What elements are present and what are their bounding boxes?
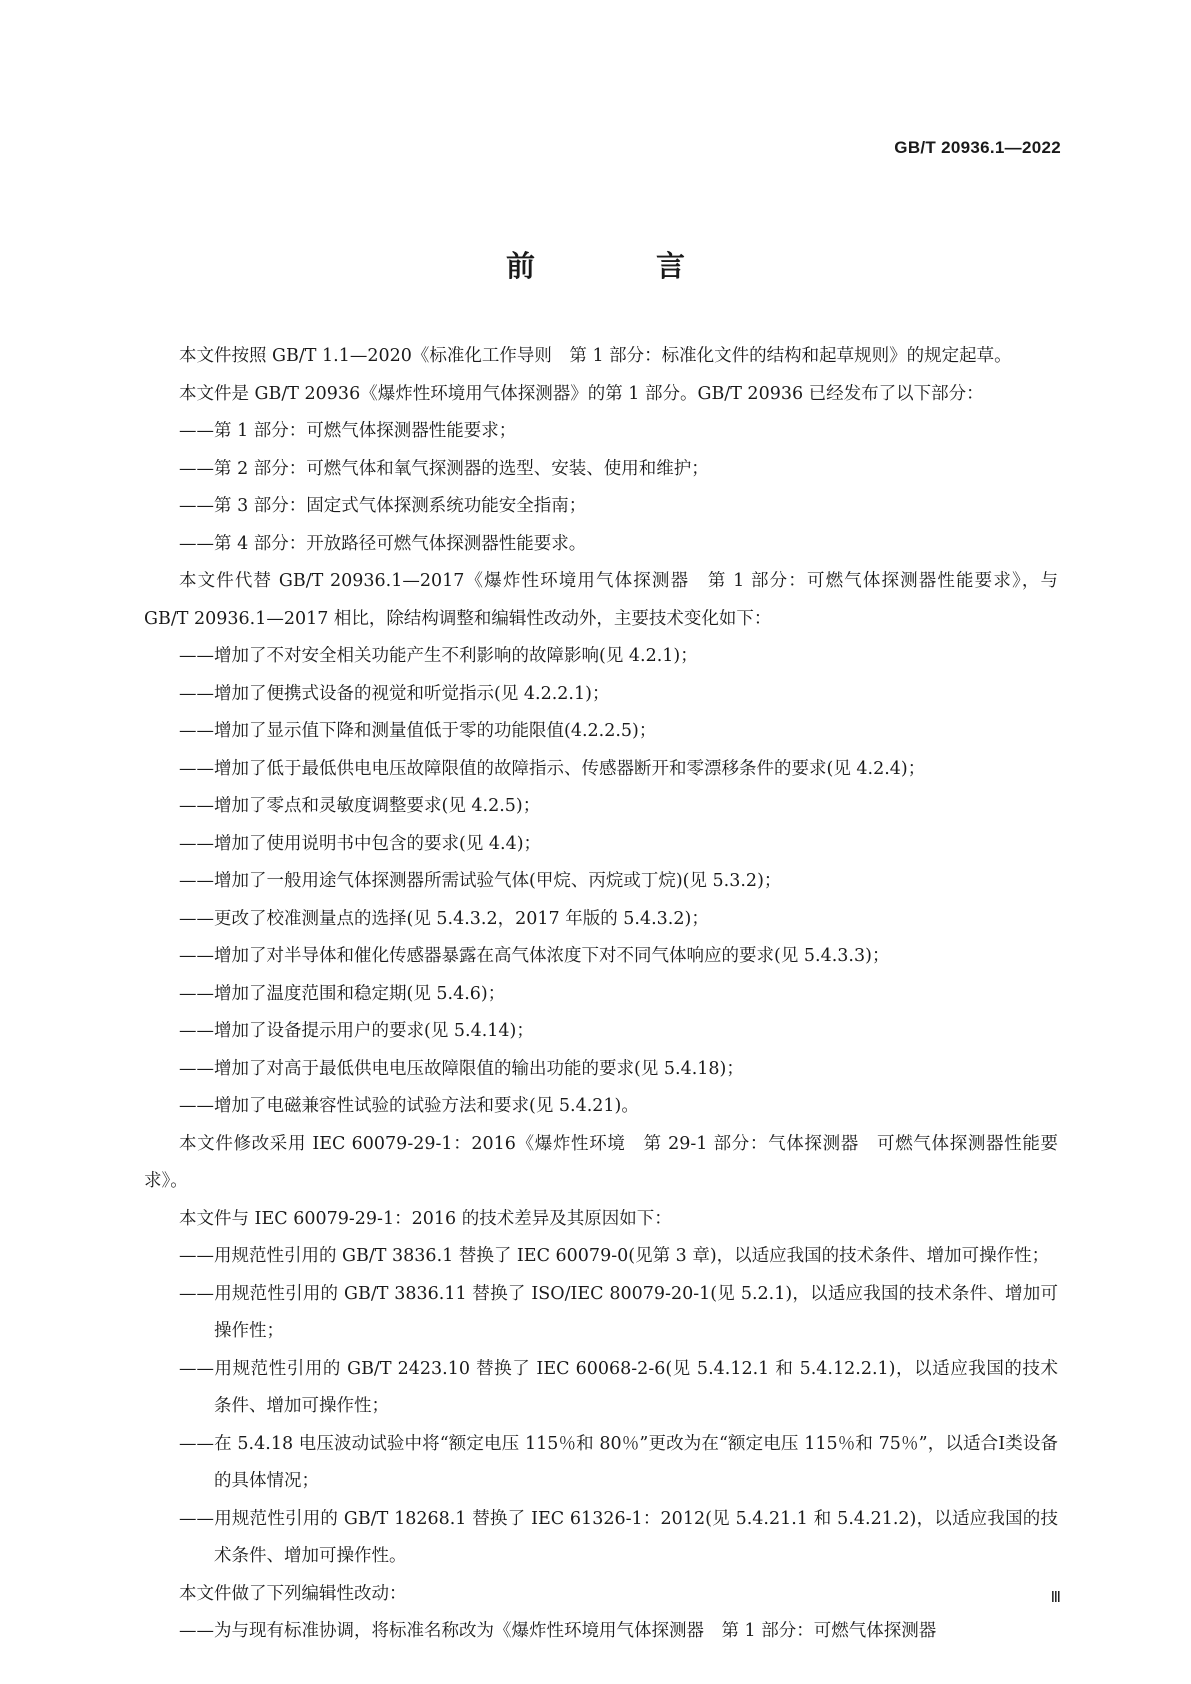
list-item: ——更改了校准测量点的选择(见 5.4.3.2，2017 年版的 5.4.3.2)； <box>179 908 709 929</box>
paragraph: 本文件是 GB/T 20936《爆炸性环境用气体探测器》的第 1 部分。GB/T 20936 已经发布了以下部分： <box>179 383 984 404</box>
list-item: ——用规范性引用的 GB/T 18268.1 替换了 IEC 61326-1：2012(见 5.4.21.1 和 5.4.21.2)，以适应我国的技术条件、增加可操作性。 <box>179 1508 1058 1566</box>
list-item: ——增加了对高于最低供电电压故障限值的输出功能的要求(见 5.4.18)； <box>179 1058 744 1079</box>
list-item: ——增加了温度范围和稳定期(见 5.4.6)； <box>179 983 506 1004</box>
paragraph: 本文件修改采用 IEC 60079-29-1：2016《爆炸性环境 第 29-1 部分：气体探测器 可燃气体探测器性能要求》。 <box>144 1133 1058 1191</box>
list-item: ——增加了一般用途气体探测器所需试验气体(甲烷、丙烷或丁烷)(见 5.3.2)； <box>179 871 782 891</box>
preface-body <box>144 338 1058 1651</box>
list-item: ——增加了显示值下降和测量值低于零的功能限值(4.2.2.5)； <box>179 721 657 741</box>
list-item: ——用规范性引用的 GB/T 3836.1 替换了 IEC 60079-0(见第 3 章)，以适应我国的技术条件、增加可操作性； <box>179 1246 1050 1266</box>
list-item: ——增加了不对安全相关功能产生不利影响的故障影响(见 4.2.1)； <box>179 646 698 666</box>
list-item: ——增加了使用说明书中包含的要求(见 4.4)； <box>179 833 542 854</box>
paragraph: 本文件按照 GB/T 1.1—2020《标准化工作导则 第 1 部分：标准化文件的结构和起草规则》的规定起草。 <box>179 346 1012 366</box>
paragraph: 本文件与 IEC 60079-29-1：2016 的技术差异及其原因如下： <box>179 1208 672 1229</box>
paragraph: 本文件代替 GB/T 20936.1—2017《爆炸性环境用气体探测器 第 1 部分：可燃气体探测器性能要求》，与 GB/T 20936.1—2017 相比，除结构调整和编辑性改动外，主要技术变化如下： <box>144 571 1058 629</box>
page-title: 前 言 <box>505 249 731 283</box>
list-item: ——第 4 部分：开放路径可燃气体探测器性能要求。 <box>179 533 587 554</box>
list-item: ——第 2 部分：可燃气体和氧气探测器的选型、安装、使用和维护； <box>179 458 709 479</box>
list-item: ——用规范性引用的 GB/T 2423.10 替换了 IEC 60068-2-6(见 5.4.12.1 和 5.4.12.2.1)，以适应我国的技术条件、增加可操作性； <box>179 1358 1058 1416</box>
list-item: ——在 5.4.18 电压波动试验中将“额定电压 115％和 80％”更改为在“额定电压 115％和 75％”，以适合Ⅰ类设备的具体情况； <box>179 1433 1058 1491</box>
list-item: ——增加了低于最低供电电压故障限值的故障指示、传感器断开和零漂移条件的要求(见 4.2.4)； <box>179 758 926 779</box>
list-item: ——增加了设备提示用户的要求(见 5.4.14)； <box>179 1021 534 1041</box>
list-item: ——为与现有标准协调，将标准名称改为《爆炸性环境用气体探测器 第 1 部分：可燃气体探测器 <box>179 1621 937 1641</box>
list-item: ——增加了电磁兼容性试验的试验方法和要求(见 5.4.21)。 <box>179 1096 639 1116</box>
list-item: ——第 1 部分：可燃气体探测器性能要求； <box>179 421 517 441</box>
list-item: ——增加了对半导体和催化传感器暴露在高气体浓度下对不同气体响应的要求(见 5.4.3.3)； <box>179 946 890 966</box>
list-item: ——增加了零点和灵敏度调整要求(见 4.2.5)； <box>179 796 541 816</box>
list-item: ——第 3 部分：固定式气体探测系统功能安全指南； <box>179 496 587 516</box>
paragraph: 本文件做了下列编辑性改动： <box>179 1583 407 1604</box>
list-item: ——增加了便携式设备的视觉和听觉指示(见 4.2.2.1)； <box>179 683 610 704</box>
document-code: GB/T 20936.1—2022 <box>894 138 1061 157</box>
list-item: ——用规范性引用的 GB/T 3836.11 替换了 ISO/IEC 80079-20-1(见 5.2.1)，以适应我国的技术条件、增加可操作性； <box>179 1283 1058 1341</box>
page-number: Ⅲ <box>1050 1590 1061 1606</box>
